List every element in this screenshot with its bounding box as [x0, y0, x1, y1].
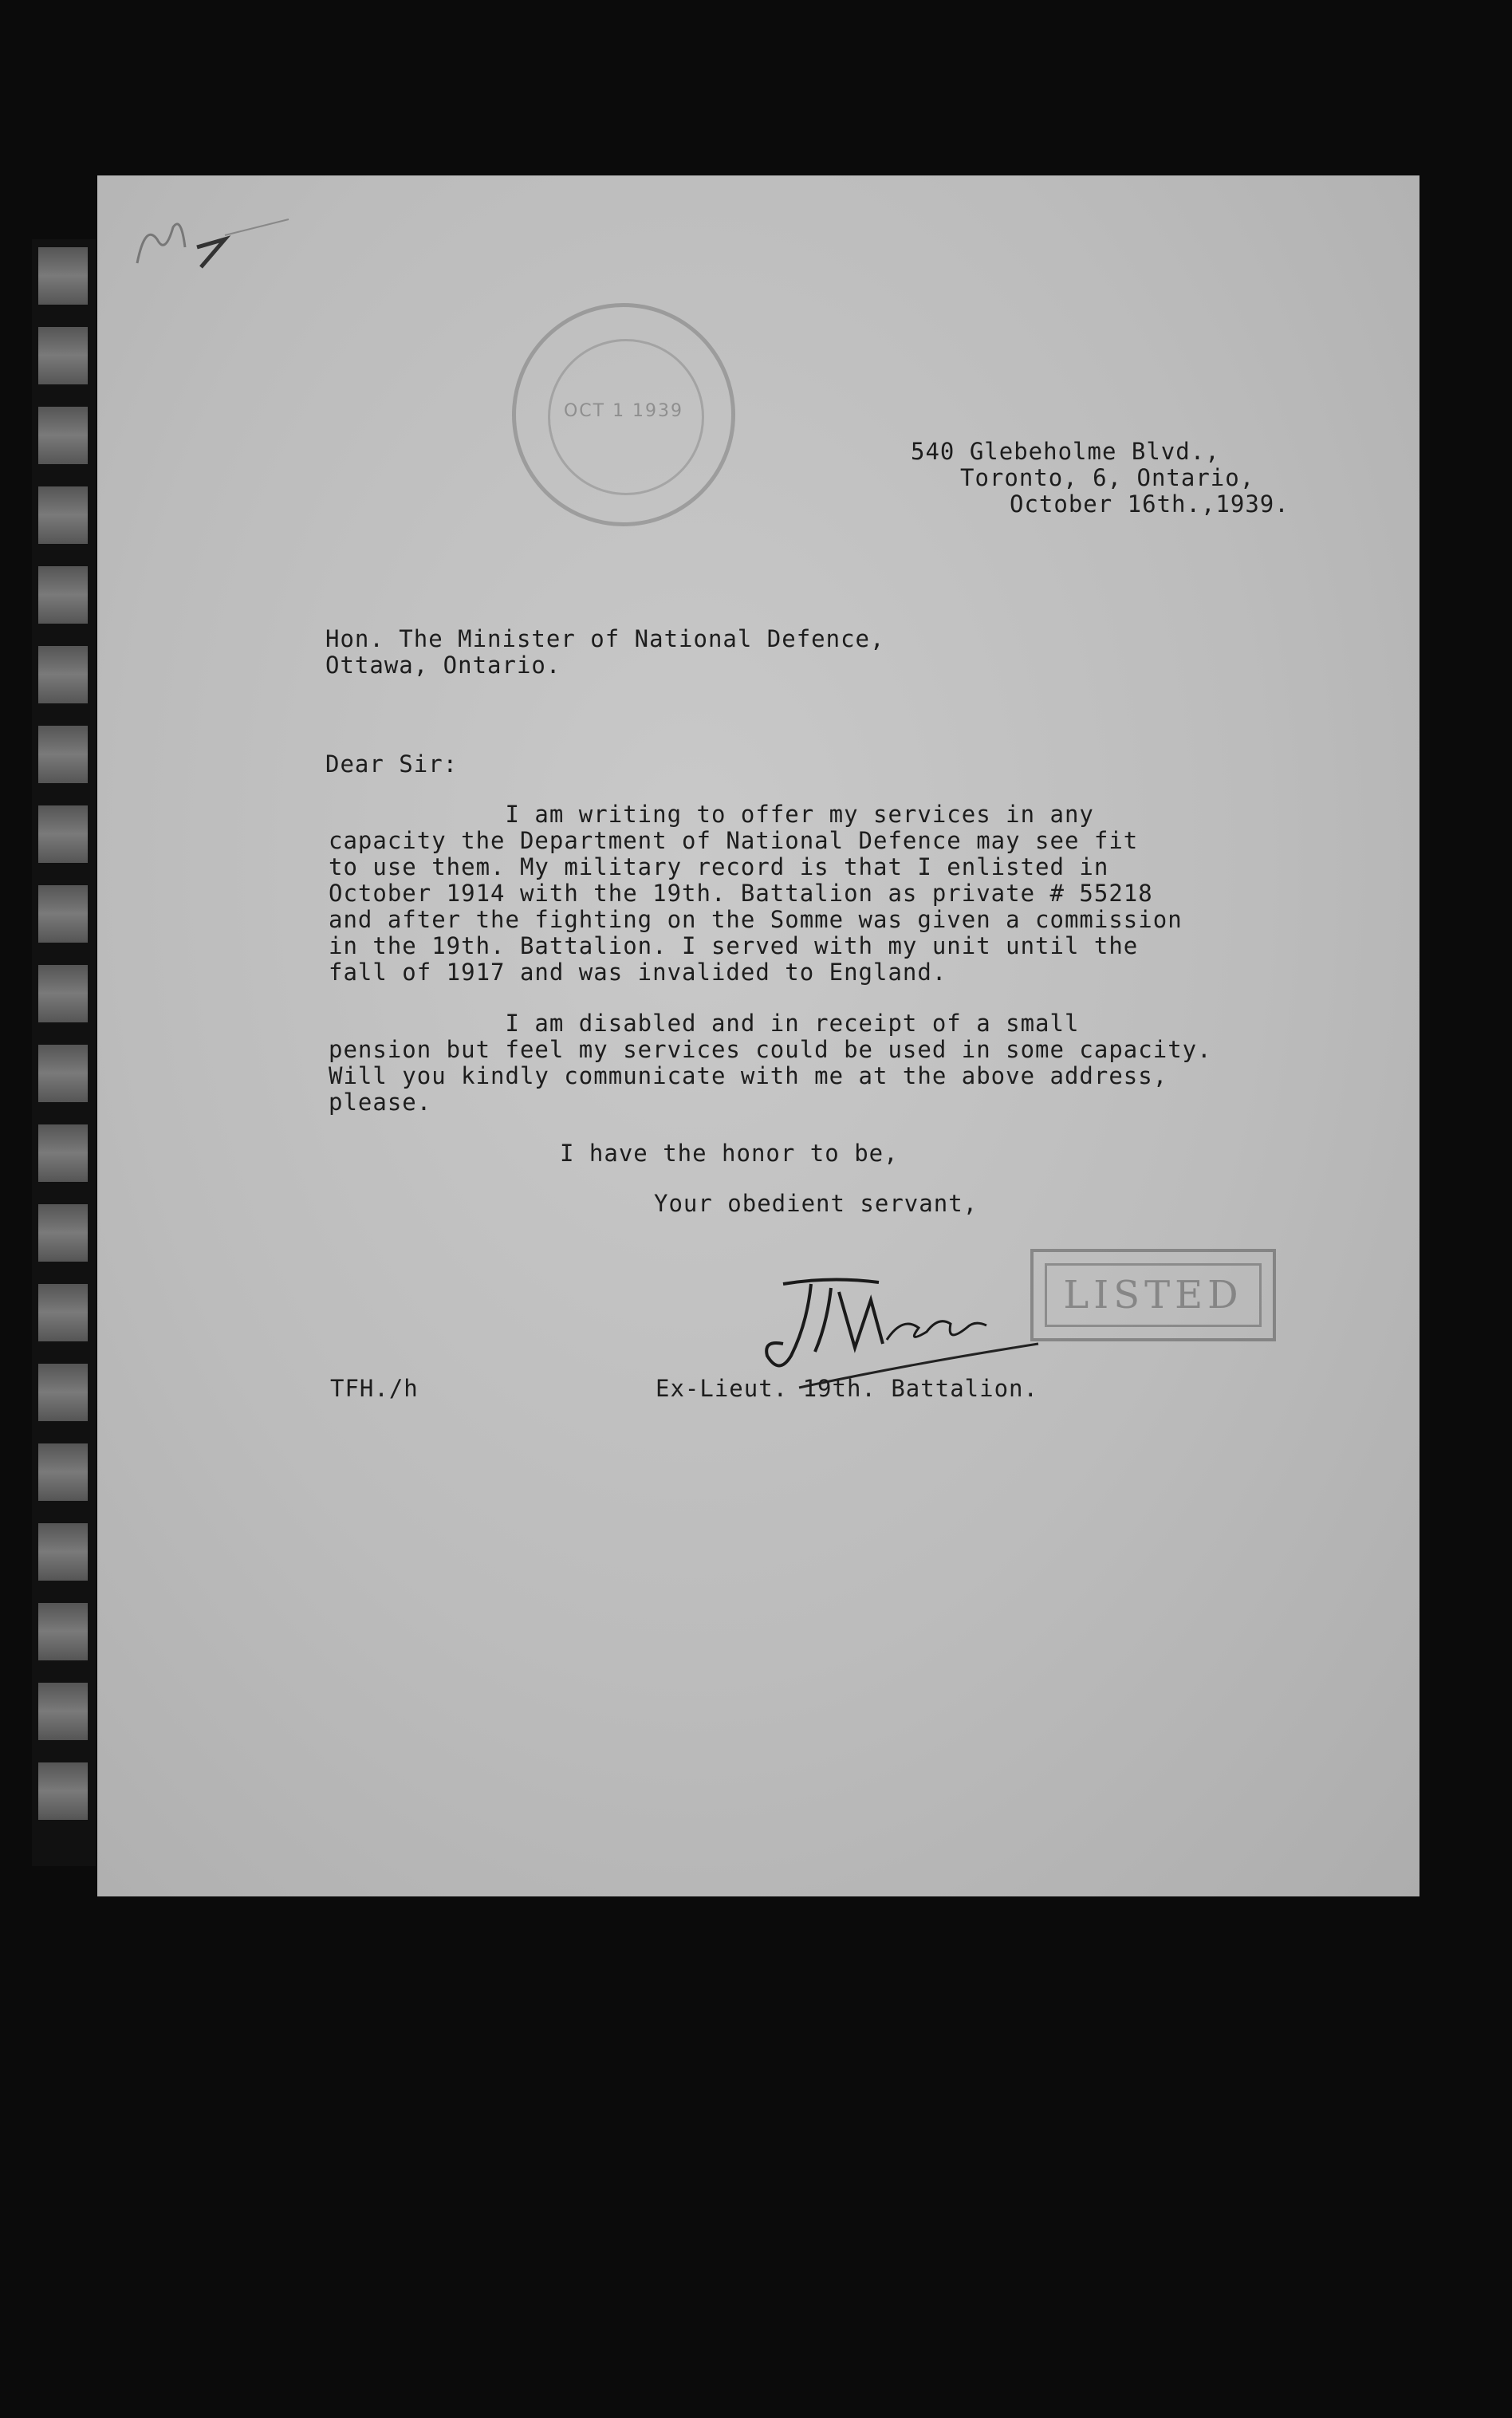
- sprocket-hole: [38, 486, 88, 544]
- sprocket-hole: [38, 327, 88, 384]
- paragraph2-line: pension but feel my services could be used in some capacity.: [329, 1036, 1212, 1063]
- sprocket-hole: [38, 965, 88, 1022]
- paragraph1-line: capacity the Department of National Defence may see fit: [329, 827, 1139, 854]
- typist-initials: TFH./h: [330, 1375, 419, 1402]
- sprocket-hole: [38, 1204, 88, 1262]
- margin-pencil-mark: [121, 191, 297, 287]
- sprocket-hole: [38, 1364, 88, 1421]
- sprocket-hole: [38, 566, 88, 624]
- closing-honor: I have the honor to be,: [560, 1140, 899, 1167]
- signature-title: Ex-Lieut. 19th. Battalion.: [656, 1375, 1038, 1402]
- sprocket-hole: [38, 407, 88, 464]
- paragraph1-line: October 1914 with the 19th. Battalion as private # 55218: [329, 880, 1153, 907]
- sprocket-hole: [38, 1523, 88, 1581]
- paragraph1-line: to use them. My military record is that I enlisted in: [329, 853, 1109, 880]
- stamp-date: OCT 1 1939: [563, 401, 684, 421]
- sprocket-hole: [38, 1443, 88, 1501]
- paragraph2-line: please.: [329, 1089, 432, 1116]
- sprocket-hole: [38, 1762, 88, 1820]
- paragraph1-line: I am writing to offer my services in any: [329, 801, 1094, 828]
- return-address-line-2: Toronto, 6, Ontario,: [960, 464, 1255, 491]
- listed-stamp-text: LISTED: [1045, 1263, 1262, 1327]
- sprocket-hole: [38, 1683, 88, 1740]
- paragraph2-line: I am disabled and in receipt of a small: [329, 1010, 1080, 1037]
- letter-page: [97, 175, 1419, 1896]
- sprocket-hole: [38, 726, 88, 783]
- paragraph1-line: and after the fighting on the Somme was given a commission: [329, 906, 1183, 933]
- sprocket-hole: [38, 1284, 88, 1341]
- sprocket-hole: [38, 1045, 88, 1102]
- minister-office-stamp: [512, 303, 735, 526]
- recipient-line-1: Hon. The Minister of National Defence,: [325, 625, 885, 652]
- closing-servant: Your obedient servant,: [654, 1190, 978, 1217]
- paragraph2-line: Will you kindly communicate with me at the above address,: [329, 1062, 1168, 1089]
- sprocket-hole: [38, 805, 88, 863]
- sprocket-hole: [38, 1124, 88, 1182]
- paragraph1-line: in the 19th. Battalion. I served with my unit until the: [329, 932, 1139, 959]
- recipient-line-2: Ottawa, Ontario.: [325, 652, 561, 679]
- return-address-line-1: 540 Glebeholme Blvd.,: [911, 438, 1220, 465]
- sprocket-hole: [38, 1603, 88, 1660]
- sprocket-hole: [38, 646, 88, 703]
- sprocket-hole: [38, 247, 88, 305]
- salutation: Dear Sir:: [325, 750, 459, 778]
- film-strip-edge: [32, 239, 96, 1866]
- sprocket-hole: [38, 885, 88, 943]
- return-address-line-3: October 16th.,1939.: [1010, 490, 1290, 518]
- paragraph1-line: fall of 1917 and was invalided to England.: [329, 959, 947, 986]
